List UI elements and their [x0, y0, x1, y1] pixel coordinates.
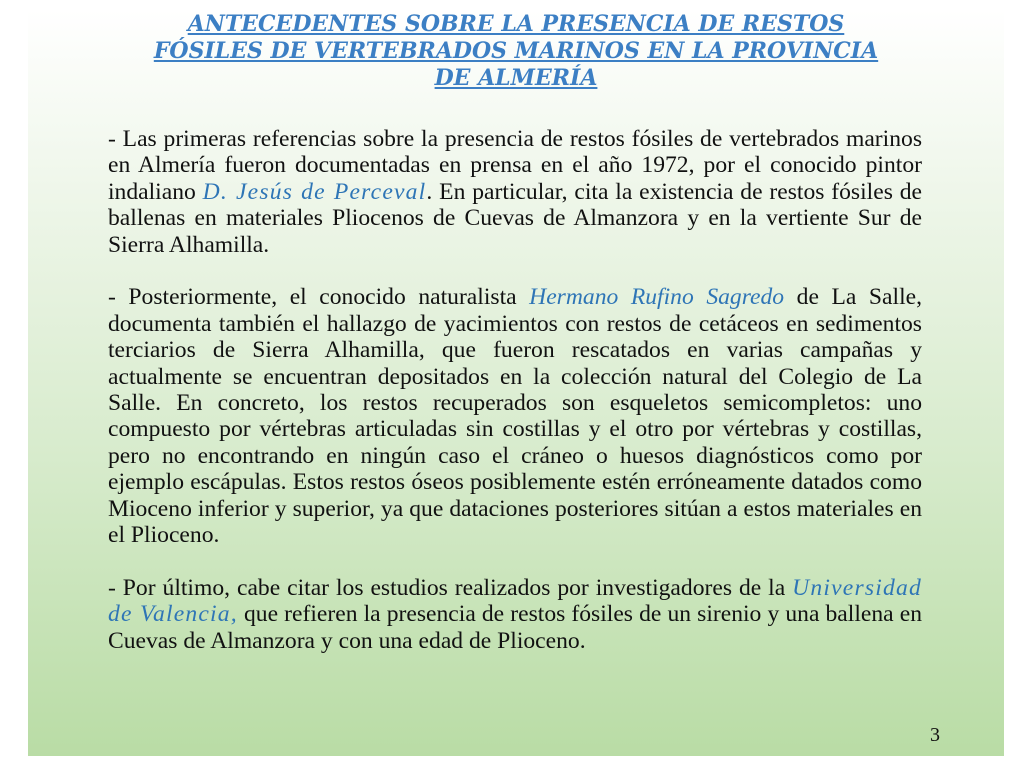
- slide-title-line-2: FÓSILES DE VERTEBRADOS MARINOS EN LA PROVINCIA: [153, 38, 879, 64]
- highlight-name: Hermano Rufino Sagredo: [529, 284, 785, 311]
- paragraph-valencia: [108, 575, 922, 654]
- slide-title: [88, 11, 944, 92]
- paragraph-perceval: [108, 126, 922, 258]
- paragraph-text: - Las primeras referencias sobre la presencia de restos fósiles de vertebrados marinos en Almería fueron documentadas en prensa en el año 1972, por el conocido pintor indaliano: [108, 126, 922, 205]
- paragraph-text: - Por último, cabe citar los estudios realizados por investigadores de la: [108, 574, 793, 601]
- page-number: 3: [930, 724, 940, 746]
- highlight-name: Universidad de Valencia,: [108, 574, 922, 628]
- slide-title-line-1: ANTECEDENTES SOBRE LA PRESENCIA DE RESTOS: [187, 11, 845, 37]
- slide-body: [108, 126, 922, 654]
- slide: [28, 10, 1004, 756]
- paragraph-text: - Posteriormente, el conocido naturalista: [108, 284, 530, 311]
- paragraph-text: . En particular, cita la existencia de restos fósiles de ballenas en materiales Pliocenos de Cuevas de Almanzora y en la vertiente Sur de Sierra Alhamilla.: [108, 178, 922, 258]
- paragraph-text: de La Salle, documenta también el hallazgo de yacimientos con restos de cetáceos en sedimentos terciarios de Sierra Alhamilla, que fueron rescatados en varias campañas y actualmente se encuentran depositados en la colección natural del Colegio de La Salle. En concreto, los restos recuperados son esqueletos semicompletos: uno compuesto por vértebras articuladas sin costillas y el otro por vértebras y costillas, pero no encontrando en ningún caso el cráneo o huesos diagnósticos como por ejemplo escápulas. Estos restos óseos posiblemente estén erróneamente datados como Mioceno inferior y superior, ya que dataciones posteriores sitúan a estos materiales en el Plioceno.: [108, 284, 922, 549]
- slide-title-line-3: DE ALMERÍA: [434, 65, 598, 91]
- paragraph-sagredo: [108, 284, 922, 548]
- paragraph-text: que refieren la presencia de restos fósiles de un sirenio y una ballena en Cuevas de Almanzora y con una edad de Plioceno.: [108, 601, 922, 654]
- highlight-name: D. Jesús de Perceval: [202, 178, 427, 205]
